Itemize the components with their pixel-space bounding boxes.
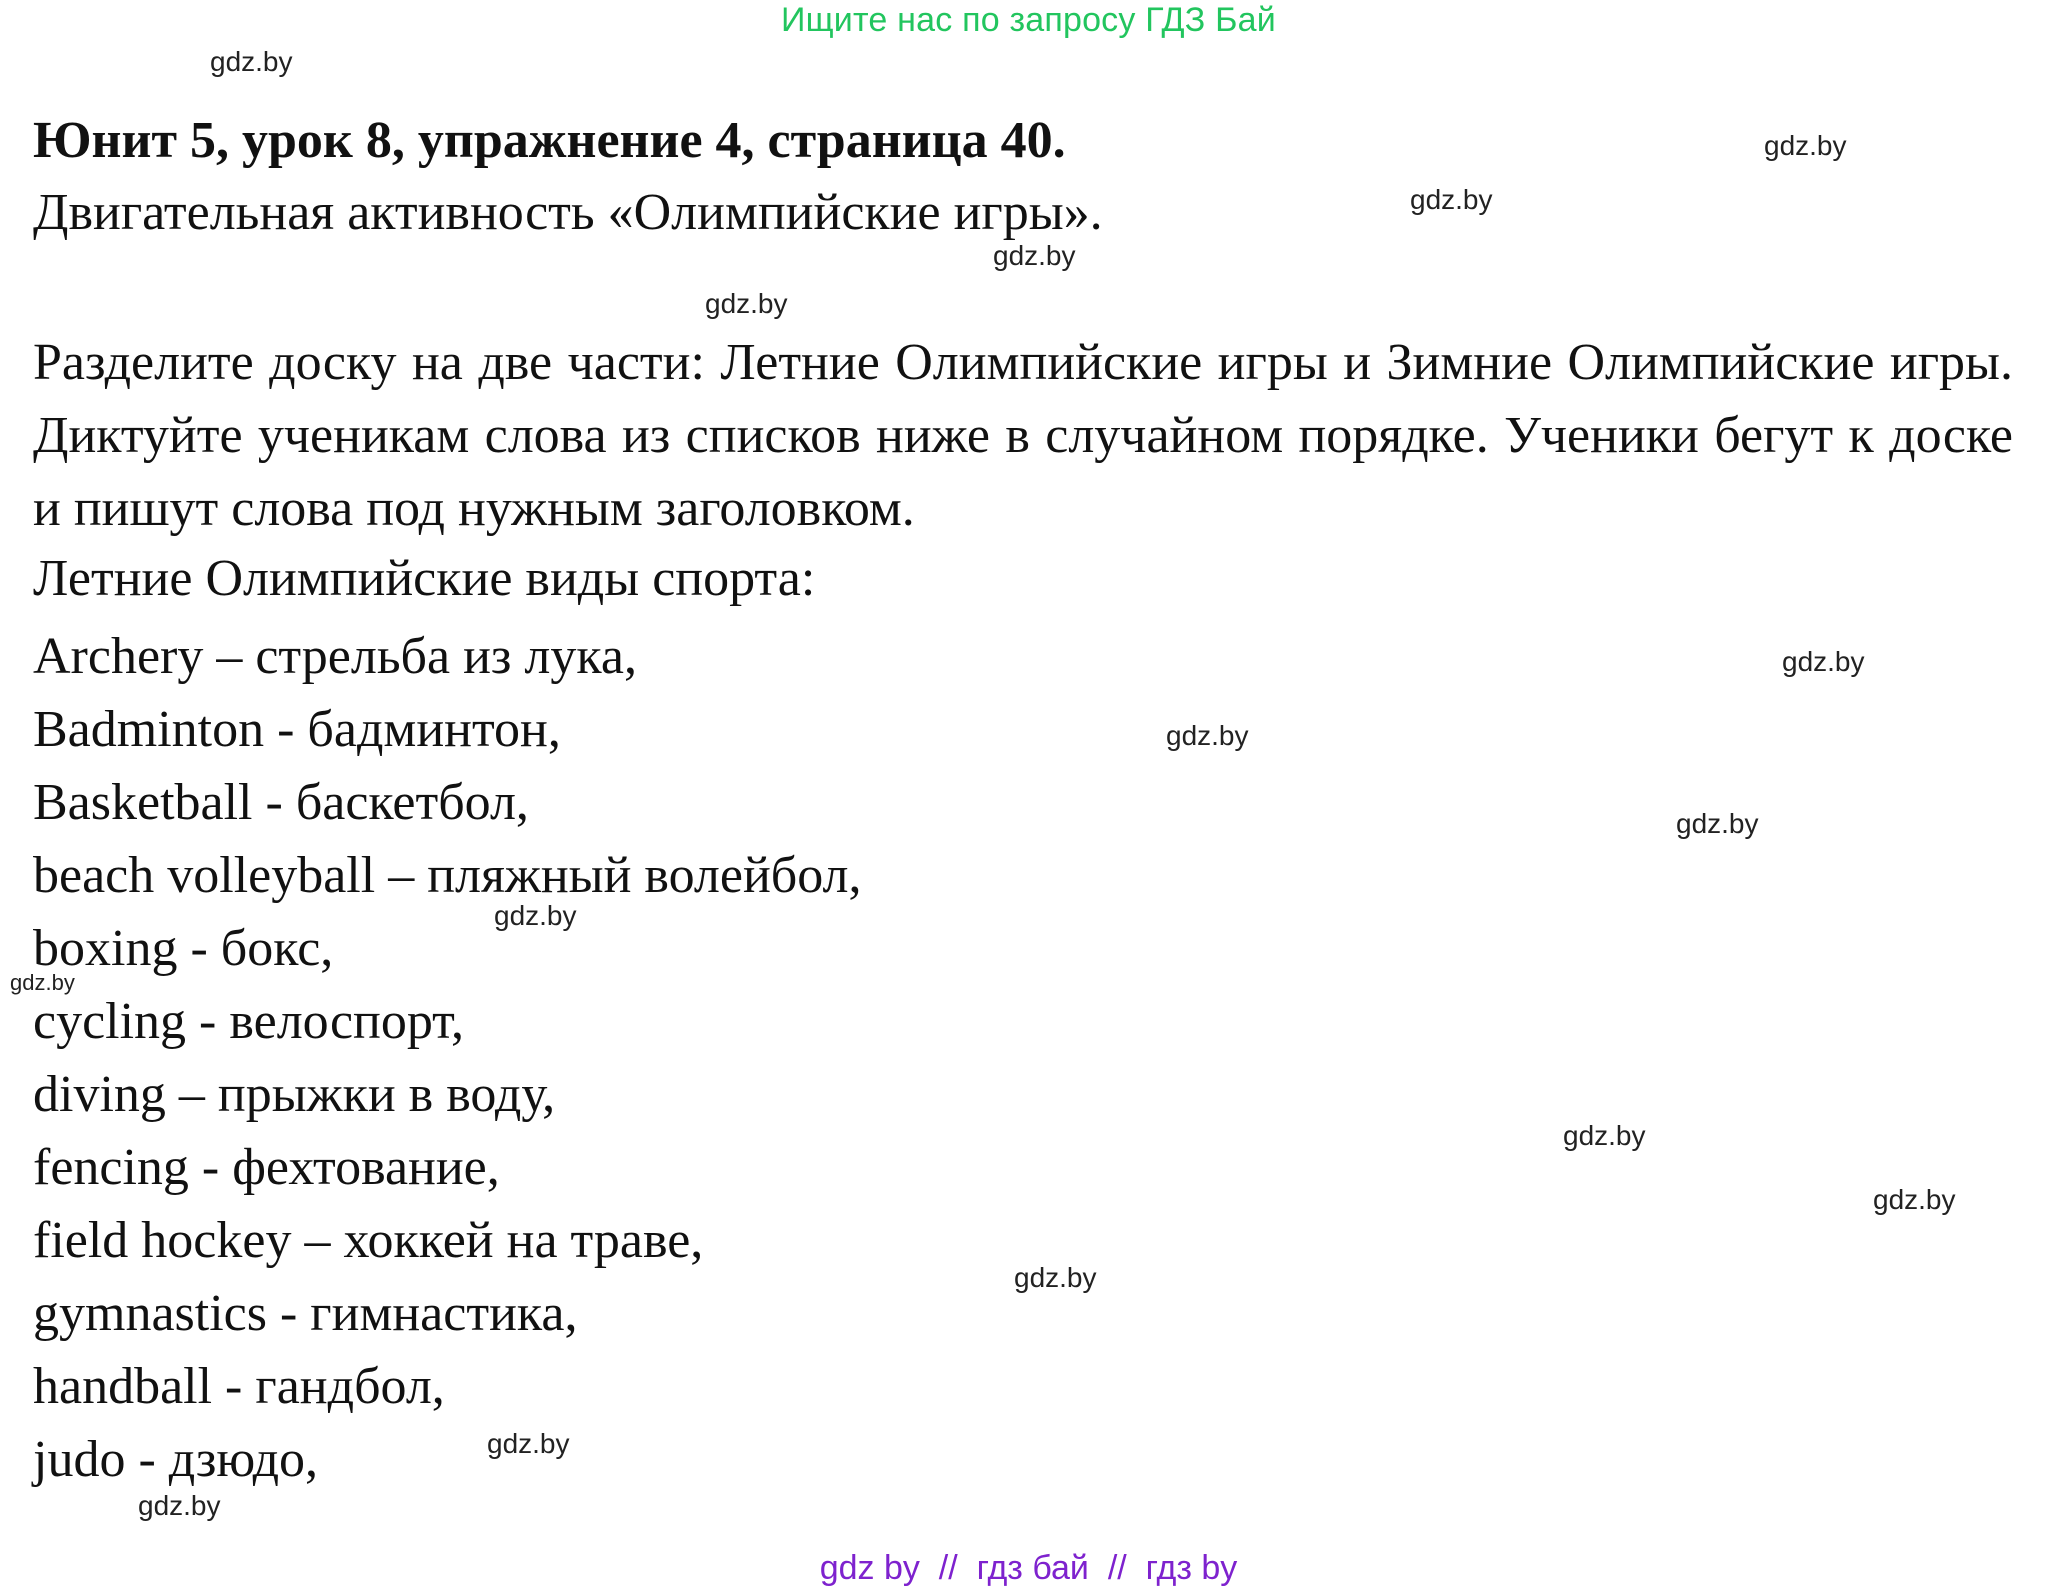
list-item: Basketball - баскетбол, xyxy=(33,774,529,831)
list-item: field hockey – хоккей на траве, xyxy=(33,1212,704,1269)
watermark: gdz.by xyxy=(1410,184,1493,215)
watermark: gdz.by xyxy=(1764,130,1847,161)
page-heading: Юнит 5, урок 8, упражнение 4, страница 40. xyxy=(33,112,1066,169)
watermark: gdz.by xyxy=(1014,1262,1097,1293)
watermark: gdz.by xyxy=(1873,1184,1956,1215)
footer-links: gdz by // гдз бай // гдз by xyxy=(819,1549,1238,1587)
list-item: cycling - велоспорт, xyxy=(33,993,464,1050)
list-item: handball - гандбол, xyxy=(33,1358,445,1415)
watermark: gdz.by xyxy=(494,900,577,931)
list-item: judo - дзюдо, xyxy=(33,1431,319,1488)
sports-list xyxy=(33,620,862,1496)
list-item: boxing - бокс, xyxy=(33,920,334,977)
watermark: gdz.by xyxy=(705,288,788,319)
instructions-paragraph: Разделите доску на две части: Летние Олимпийские игры и Зимние Олимпийские игры. Диктуйте ученикам слова из списков ниже в случайном порядке. Ученики бегут к доске и пишут слова под нужным заголовком. xyxy=(33,334,2013,537)
top-banner: Ищите нас по запросу ГДЗ Бай xyxy=(781,1,1276,39)
watermark: gdz.by xyxy=(1676,808,1759,839)
watermark: gdz.by xyxy=(993,240,1076,271)
watermark: gdz.by xyxy=(210,46,293,77)
list-item: fencing - фехтование, xyxy=(33,1139,500,1196)
watermark: gdz.by xyxy=(138,1490,221,1521)
list-item: Badminton - бадминтон, xyxy=(33,701,561,758)
watermark: gdz.by xyxy=(1563,1120,1646,1151)
watermark: gdz.by xyxy=(1782,646,1865,677)
list-item: diving – прыжки в воду, xyxy=(33,1066,556,1123)
list-title: Летние Олимпийские виды спорта: xyxy=(33,550,816,607)
list-item: beach volleyball – пляжный волейбол, xyxy=(33,847,862,904)
watermark: gdz.by xyxy=(487,1428,570,1459)
list-item: Archery – стрельба из лука, xyxy=(33,628,637,685)
watermark: gdz.by xyxy=(1166,720,1249,751)
list-item: gymnastics - гимнастика, xyxy=(33,1285,578,1342)
watermark: gdz.by xyxy=(10,970,75,995)
activity-subtitle: Двигательная активность «Олимпийские игры». xyxy=(33,184,1103,241)
